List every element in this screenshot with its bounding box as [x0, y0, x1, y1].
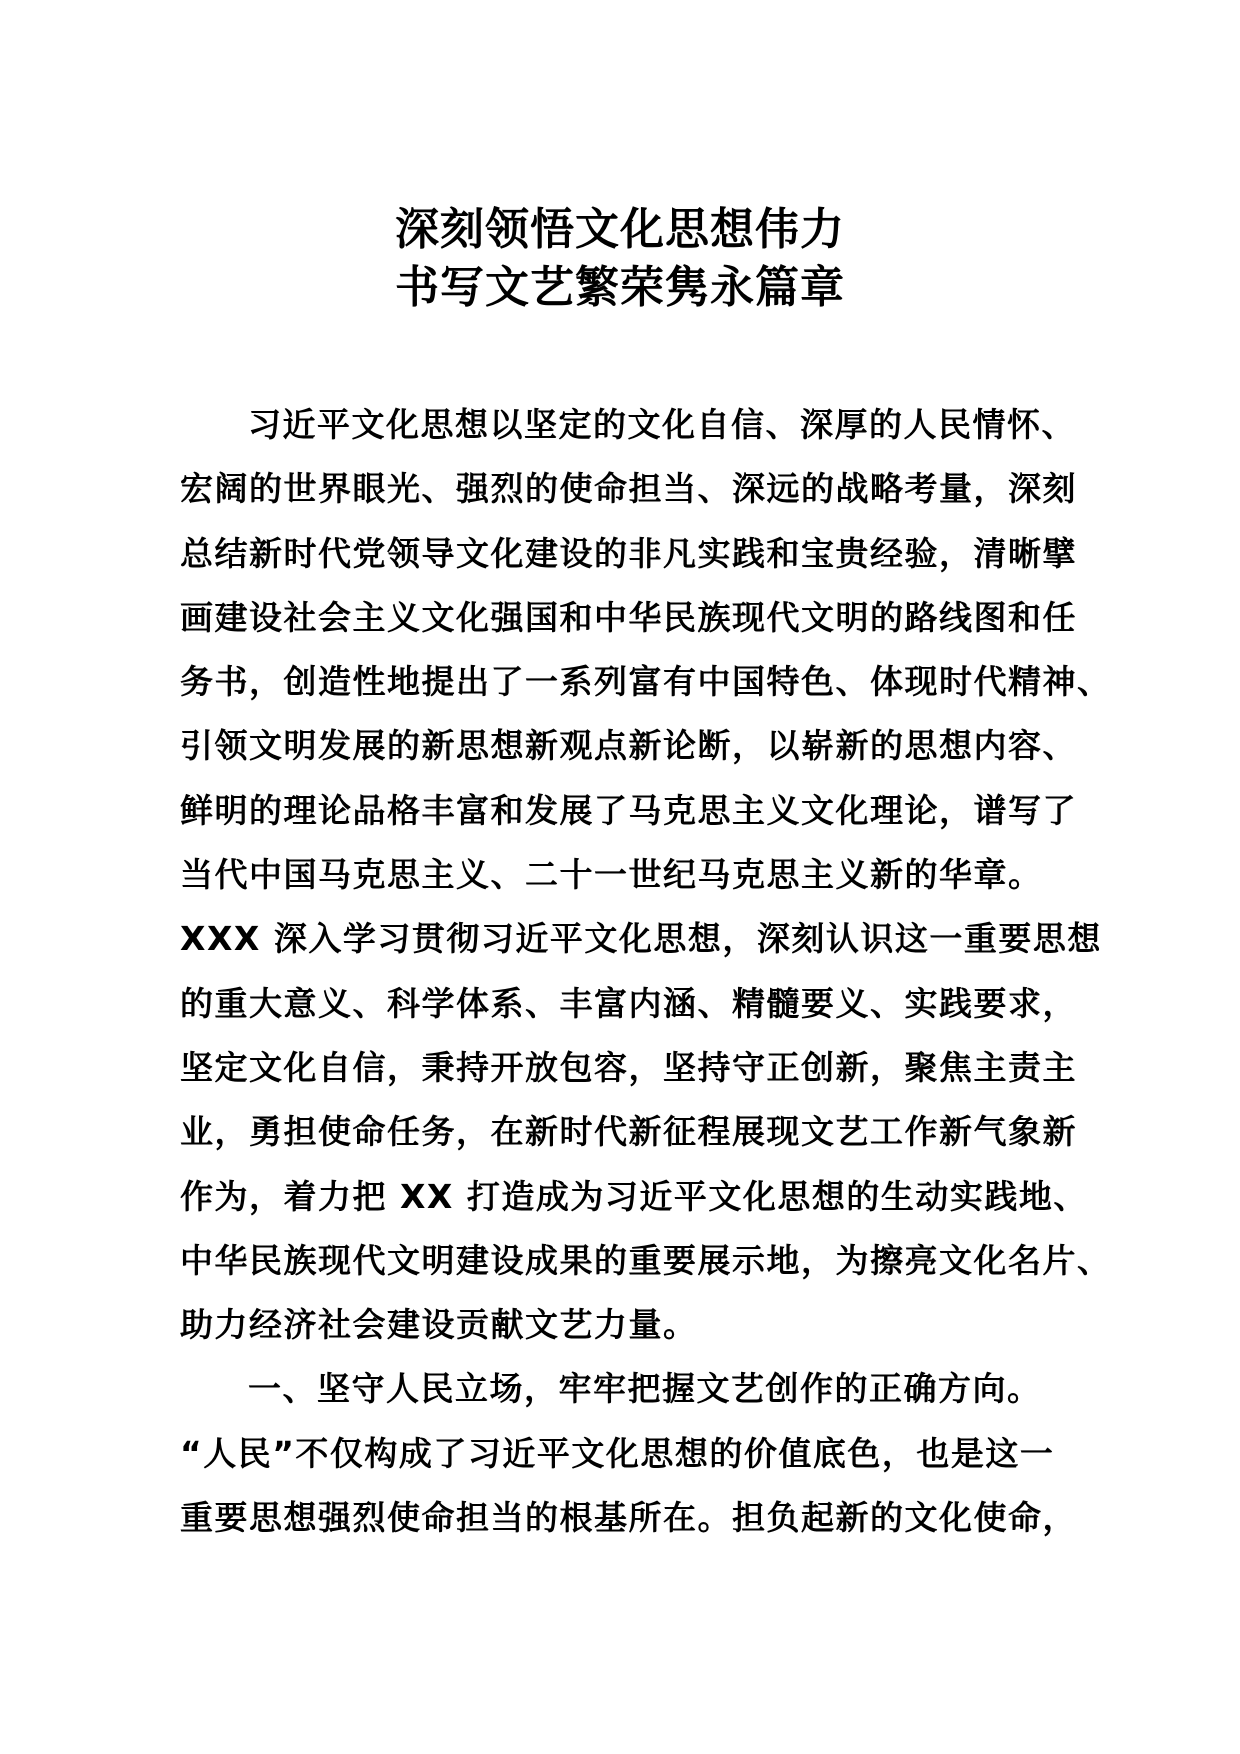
body-line: 中华民族现代文明建设成果的重要展示地，为擦亮文化名片、	[180, 1240, 1112, 1280]
body-line: 务书，创造性地提出了一系列富有中国特色、体现时代精神、	[180, 662, 1112, 702]
section-heading: 一、坚守人民立场，牢牢把握文艺创作的正确方向。	[248, 1369, 1042, 1409]
body-line: 业，勇担使命任务，在新时代新征程展现文艺工作新气象新	[180, 1112, 1077, 1152]
body-line: 助力经济社会建设贡献文艺力量。	[180, 1305, 698, 1345]
body-line: “人民”不仅构成了习近平文化思想的价值底色，也是这一	[180, 1433, 1055, 1473]
body-line: 画建设社会主义文化强国和中华民族现代文明的路线图和任	[180, 597, 1077, 637]
body-line: 习近平文化思想以坚定的文化自信、深厚的人民情怀、	[248, 405, 1076, 444]
document-title-line-2: 书写文艺繁荣隽永篇章	[395, 262, 845, 313]
body-line: XXX 深入学习贯彻习近平文化思想，深刻认识这一重要思想	[180, 919, 1102, 959]
body-line: 坚定文化自信，秉持开放包容，坚持守正创新，聚焦主责主	[180, 1047, 1077, 1087]
document-body	[180, 393, 1112, 1550]
body-line: 重要思想强烈使命担当的根基所在。担负起新的文化使命，	[180, 1498, 1077, 1538]
body-line: 鲜明的理论品格丰富和发展了马克思主义文化理论，谱写了	[180, 790, 1077, 830]
body-line: 当代中国马克思主义、二十一世纪马克思主义新的华章。	[180, 855, 1043, 895]
body-line: 的重大意义、科学体系、丰富内涵、精髓要义、实践要求，	[180, 983, 1077, 1023]
body-line: 总结新时代党领导文化建设的非凡实践和宝贵经验，清晰擘	[180, 533, 1077, 573]
body-line: 引领文明发展的新思想新观点新论断，以崭新的思想内容、	[180, 726, 1077, 766]
body-line: 宏阔的世界眼光、强烈的使命担当、深远的战略考量，深刻	[180, 469, 1077, 509]
document-title-line-1: 深刻领悟文化思想伟力	[395, 204, 845, 255]
body-line: 作为，着力把 XX 打造成为习近平文化思想的生动实践地、	[180, 1176, 1088, 1216]
